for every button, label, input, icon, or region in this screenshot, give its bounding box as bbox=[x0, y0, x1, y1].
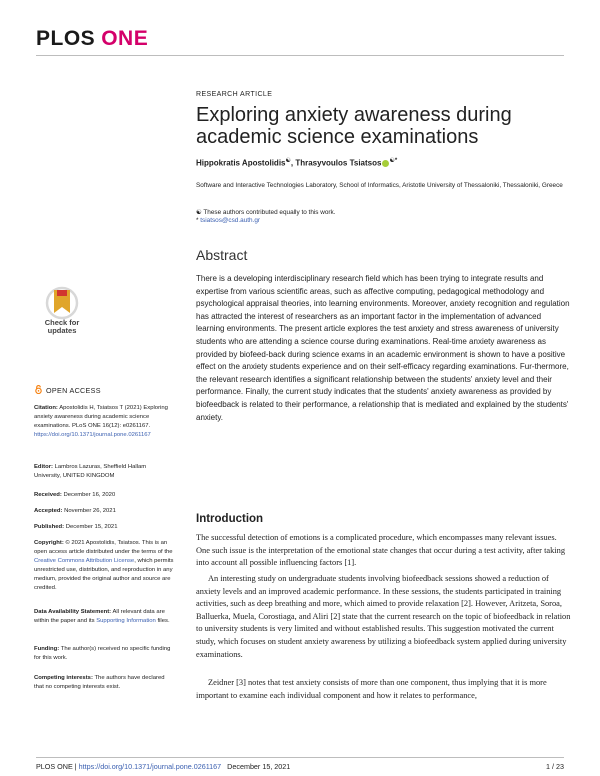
editor-label: Editor: bbox=[34, 464, 53, 470]
abstract-heading: Abstract bbox=[196, 247, 248, 263]
published-date: December 15, 2021 bbox=[64, 524, 118, 530]
author-list bbox=[196, 157, 397, 168]
published-label: Published: bbox=[34, 524, 65, 530]
affiliation: Software and Interactive Technologies Laboratory, School of Informatics, Aristotle University of Thessaloniki, Thessaloniki, Greece bbox=[196, 182, 563, 189]
abstract-text: There is a developing interdisciplinary research field which has been trying to integrate results and expertise from various scientific areas, such as affective computing, pedagogical methodology and psychological appraisal theories, into learning environments. Moreover, anxiety recognition and regulation has attracted the interest of researchers as an important factor in the implementation of advanced learning environments. The present article explores the test anxiety and stress awareness of university students who are attending a science course during examinations. Real-time anxiety awareness as provided by biofeed-back during science exams in an academic environment is shown to have a positive effect on the anxiety students experience and on their self-efficacy regarding examinations. Fur-thermore, the relevant research identifies a significant relationship between the students' anxiety level and their performance. Finally, the current study indicates that the students' anxiety awareness as provided by biofeedback is related to their performance, a relationship that is mediated and explained by the students' anxiety. bbox=[196, 274, 570, 422]
email-link[interactable]: tsiatsos@csd.auth.gr bbox=[200, 217, 261, 224]
introduction-heading: Introduction bbox=[196, 513, 264, 525]
received-block bbox=[34, 491, 174, 500]
open-lock-icon bbox=[34, 385, 43, 394]
competing-interests-label: Competing interests: bbox=[34, 675, 93, 681]
data-availability-label: Data Availability Statement: bbox=[34, 609, 112, 615]
corresponding-email-note bbox=[196, 217, 260, 224]
author-note-mark: ☯* bbox=[389, 158, 398, 164]
author-name: Hippokratis Apostolidis bbox=[196, 158, 286, 168]
editor-block bbox=[34, 463, 174, 481]
footer-journal: PLOS ONE bbox=[36, 762, 73, 771]
citation-block bbox=[34, 404, 174, 440]
received-date: December 16, 2020 bbox=[61, 492, 116, 498]
footer-date: December 15, 2021 bbox=[227, 762, 291, 771]
check-for-updates-label bbox=[34, 319, 90, 335]
data-availability-text: files. bbox=[155, 618, 170, 624]
competing-interests-block bbox=[34, 674, 174, 692]
equal-contribution-note: ☯ These authors contributed equally to this work. bbox=[196, 209, 336, 216]
author-separator: , bbox=[290, 158, 296, 168]
badge-line: Check for bbox=[44, 318, 80, 327]
accepted-label: Accepted: bbox=[34, 508, 63, 514]
published-block bbox=[34, 523, 174, 532]
logo-one: ONE bbox=[101, 27, 149, 50]
footer-divider bbox=[36, 757, 564, 758]
citation-text: Apostolidis H, Tsiatsos T (2021) Exploring anxiety awareness during academic science examinations. PLoS ONE 16(12): e0261167. bbox=[34, 405, 168, 429]
citation-doi-link[interactable]: https://doi.org/10.1371/journal.pone.0261167 bbox=[34, 432, 151, 438]
author-name: Thrasyvoulos Tsiatsos bbox=[295, 158, 382, 168]
open-access-label bbox=[34, 385, 101, 395]
author-note-mark: ☯ bbox=[285, 158, 291, 164]
accepted-date: November 26, 2021 bbox=[62, 508, 116, 514]
supporting-information-link[interactable]: Supporting Information bbox=[96, 618, 156, 624]
page-number: 1 / 23 bbox=[546, 762, 564, 771]
data-availability-block bbox=[34, 608, 174, 626]
funding-text: The author(s) received no specific funding for this work. bbox=[34, 646, 171, 661]
license-link[interactable]: Creative Commons Attribution License bbox=[34, 558, 135, 564]
badge-line: updates bbox=[47, 326, 77, 335]
bookmark-ribbon-icon bbox=[34, 286, 90, 320]
copyright-text: , which permits unrestricted use, distribution, and reproduction in any medium, provided the original author and source are credited. bbox=[34, 558, 174, 591]
funding-block bbox=[34, 645, 174, 663]
logo-plos: PLOS bbox=[36, 27, 96, 50]
header-divider bbox=[36, 55, 564, 56]
journal-logo[interactable] bbox=[36, 27, 148, 51]
body-paragraph: The successful detection of emotions is a complicated procedure, which encompasses many relevant issues. One such issue is the interpretation of the emotional state changes that occur during a test activity, after taking into account all possible influencing factors [1]. bbox=[196, 533, 566, 568]
email-prefix: * bbox=[196, 217, 201, 224]
article-type: RESEARCH ARTICLE bbox=[196, 91, 273, 98]
footer-citation bbox=[36, 762, 290, 771]
editor-text: Lambros Lazuras, Sheffield Hallam University, UNITED KINGDOM bbox=[34, 464, 147, 479]
copyright-label: Copyright: bbox=[34, 540, 64, 546]
accepted-block bbox=[34, 507, 174, 516]
competing-interests-text: The authors have declared that no competing interests exist. bbox=[34, 675, 165, 690]
copyright-text: © 2021 Apostolidis, Tsiatsos. This is an open access article distributed under the terms of the bbox=[34, 540, 173, 555]
body-paragraph: An interesting study on undergraduate students involving biofeedback sessions showed a reduction of anxiety levels and an improved academic performance. In these sessions, the students participated in training activities, such as deep breathing and more, which aimed to provide relaxation [2]. However, Aritzeta, Soroa, Balluerka, Muela, Corostiaga, and Aliri [2] state that the current research on the topic of biofeedback in relation to university students is very limited and without established results. This suggestion motivated the current study, which focuses on student anxiety awareness by utilizing a biofeedback system applied during university examinations. bbox=[196, 574, 571, 659]
received-label: Received: bbox=[34, 492, 62, 498]
article-title: Exploring anxiety awareness during academic science examinations bbox=[196, 104, 512, 148]
footer-separator: | bbox=[72, 762, 79, 771]
funding-label: Funding: bbox=[34, 646, 60, 652]
citation-label: Citation: bbox=[34, 405, 58, 411]
footer-doi-link[interactable]: https://doi.org/10.1371/journal.pone.0261167 bbox=[78, 762, 222, 771]
open-access-text: OPEN ACCESS bbox=[46, 386, 101, 395]
data-availability-text: All relevant data are within the paper and its bbox=[34, 609, 165, 624]
body-paragraph: Zeidner [3] notes that test anxiety consists of more than one component, thus implying that it is more important to examine each individual component and how it relates to performance, bbox=[196, 678, 547, 700]
copyright-block bbox=[34, 539, 174, 593]
